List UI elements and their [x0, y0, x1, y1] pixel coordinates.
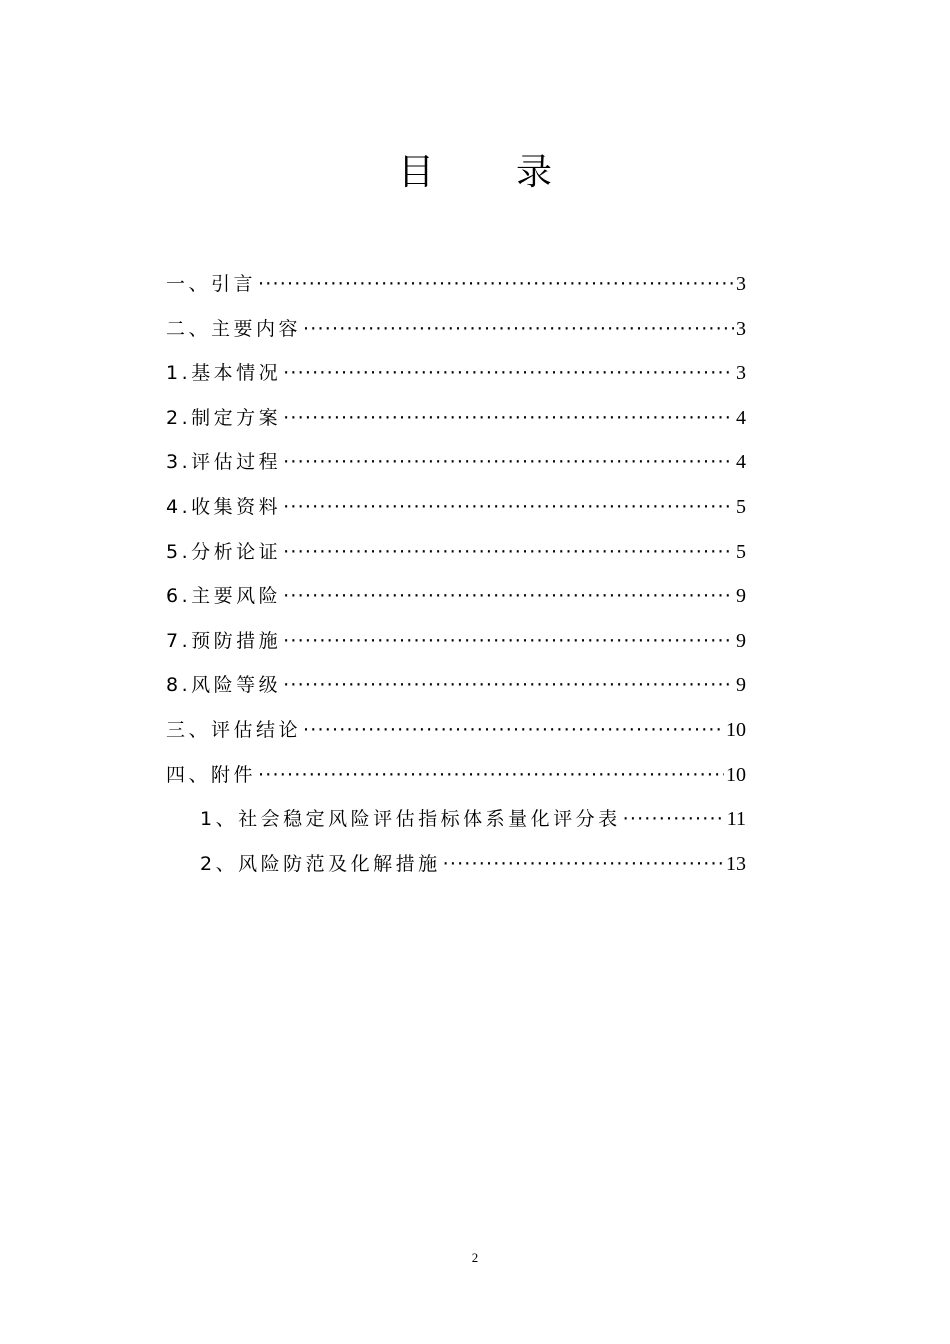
- title-char-1: 目: [397, 152, 516, 193]
- toc-entry-page: 9: [736, 674, 746, 697]
- toc-entry-label: 二、主要内容: [166, 317, 302, 340]
- toc-entry-label: 2.制定方案: [166, 406, 282, 429]
- toc-entry-label: 2、风险防范及化解措施: [200, 852, 441, 875]
- toc-entry-label: 6.主要风险: [166, 585, 282, 608]
- title-char-2: 录: [516, 152, 635, 193]
- toc-dot-leader: [623, 797, 725, 842]
- toc-dot-leader: [283, 396, 734, 441]
- page-title: [0, 148, 950, 198]
- toc-entry-label: 一、引言: [166, 273, 257, 295]
- toc-entry-label: 4.收集资料: [166, 495, 282, 518]
- toc-dot-leader: [283, 619, 734, 664]
- toc-entry-page: 3: [736, 273, 746, 295]
- toc-entry-page: 9: [736, 629, 746, 652]
- toc-dot-leader: [283, 440, 734, 485]
- toc-entry[interactable]: [166, 440, 746, 485]
- toc-entry-label: 1、社会稳定风险评估指标体系量化评分表: [200, 808, 621, 831]
- toc-entry-page: 10: [726, 718, 746, 741]
- toc-entry-page: 5: [736, 495, 746, 518]
- toc-dot-leader: [283, 663, 734, 708]
- toc-entry[interactable]: [166, 753, 746, 798]
- table-of-contents: [166, 262, 746, 886]
- toc-entry-label: 3.评估过程: [166, 451, 282, 474]
- toc-entry[interactable]: [166, 663, 746, 708]
- toc-dot-leader: [258, 753, 724, 798]
- toc-entry[interactable]: [166, 307, 746, 352]
- toc-entry-page: 9: [736, 585, 746, 608]
- toc-entry-label: 7.预防措施: [166, 629, 282, 652]
- toc-entry-page: 3: [736, 362, 746, 385]
- toc-entry[interactable]: [166, 708, 746, 753]
- toc-entry[interactable]: [166, 619, 746, 664]
- toc-entry-page: 13: [726, 852, 746, 875]
- toc-entry-label: 四、附件: [166, 763, 257, 786]
- toc-entry-label: 5.分析论证: [166, 540, 282, 563]
- toc-dot-leader: [283, 530, 734, 575]
- toc-entry[interactable]: [166, 351, 746, 396]
- toc-entry[interactable]: [166, 797, 746, 842]
- page-number: 2: [471, 1250, 479, 1265]
- toc-entry[interactable]: [166, 262, 746, 307]
- toc-dot-leader: [258, 262, 734, 307]
- toc-entry-label: 8.风险等级: [166, 674, 282, 697]
- toc-entry-page: 11: [726, 808, 746, 831]
- toc-dot-leader: [283, 574, 734, 619]
- toc-entry[interactable]: [166, 842, 746, 887]
- toc-entry-page: 4: [736, 451, 746, 474]
- toc-entry[interactable]: [166, 530, 746, 575]
- toc-entry-page: 3: [736, 317, 746, 340]
- toc-entry-page: 5: [736, 540, 746, 563]
- toc-entry-page: 10: [726, 763, 746, 786]
- toc-entry[interactable]: [166, 485, 746, 530]
- toc-dot-leader: [283, 351, 734, 396]
- toc-dot-leader: [303, 708, 724, 753]
- toc-dot-leader: [303, 307, 734, 352]
- toc-entry-page: 4: [736, 406, 746, 429]
- toc-dot-leader: [443, 842, 724, 887]
- toc-dot-leader: [283, 485, 734, 530]
- toc-entry[interactable]: [166, 574, 746, 619]
- toc-entry-label: 三、评估结论: [166, 718, 302, 741]
- toc-entry[interactable]: [166, 396, 746, 441]
- toc-entry-label: 1.基本情况: [166, 362, 282, 385]
